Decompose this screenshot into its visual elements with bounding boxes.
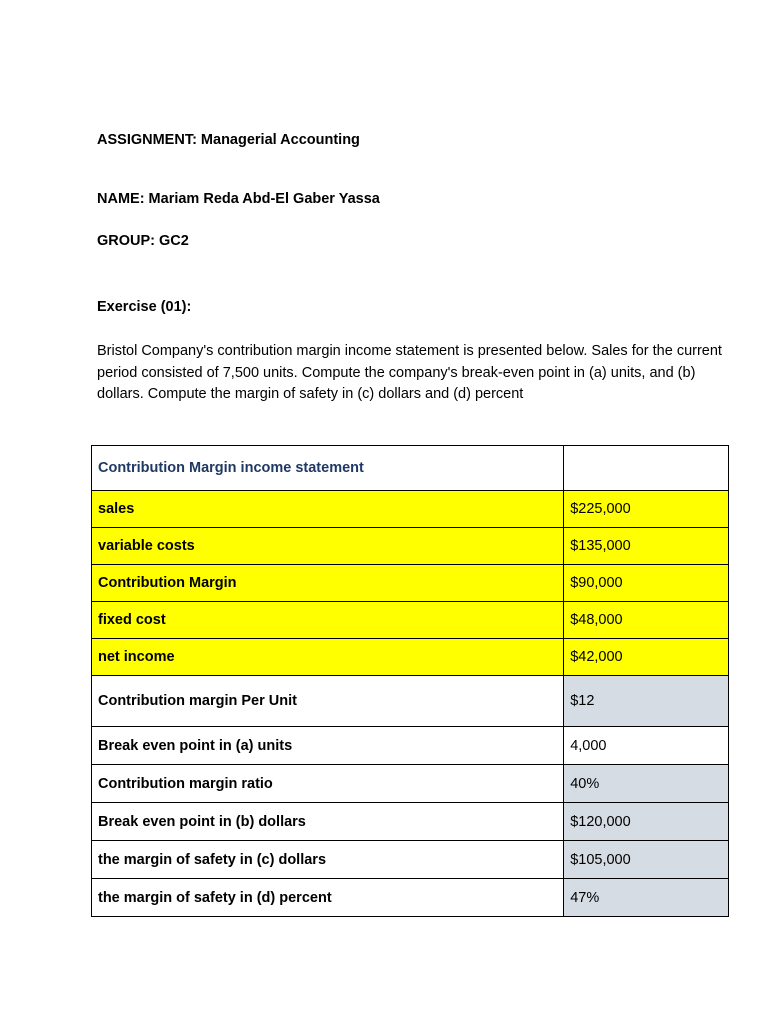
table-row [92,676,729,727]
row-label: net income [92,639,564,676]
table-row [92,528,729,565]
row-label: the margin of safety in (d) percent [92,879,564,917]
row-label: sales [92,491,564,528]
row-value: $90,000 [564,565,729,602]
table-header-blank [564,446,729,491]
row-value: 40% [564,765,729,803]
row-value: 47% [564,879,729,917]
table-title: Contribution Margin income statement [92,446,564,491]
table-row [92,565,729,602]
assignment-title: ASSIGNMENT: Managerial Accounting [97,132,360,148]
table-row [92,841,729,879]
row-value: $120,000 [564,803,729,841]
table-row [92,765,729,803]
row-label: the margin of safety in (c) dollars [92,841,564,879]
table-row [92,727,729,765]
row-value: $12 [564,676,729,727]
row-value: $48,000 [564,602,729,639]
row-value: $42,000 [564,639,729,676]
row-value: 4,000 [564,727,729,765]
table-header-row [92,446,729,491]
problem-statement: Bristol Company's contribution margin income statement is presented below. Sales for the current period consisted of 7,500 units. Compute the company's break-even point in (a) units, and (b) dollars. Compute the margin of safety in (c) dollars and (d) percent [97,343,722,402]
row-value: $135,000 [564,528,729,565]
row-label: Break even point in (a) units [92,727,564,765]
table-row [92,879,729,917]
row-value: $225,000 [564,491,729,528]
row-label: Contribution margin Per Unit [92,676,564,727]
student-name: NAME: Mariam Reda Abd-El Gaber Yassa [97,191,380,207]
table-row [92,639,729,676]
exercise-heading: Exercise (01): [97,299,192,315]
row-label: Break even point in (b) dollars [92,803,564,841]
row-value: $105,000 [564,841,729,879]
row-label: Contribution margin ratio [92,765,564,803]
income-statement-table [91,445,729,917]
row-label: Contribution Margin [92,565,564,602]
row-label: fixed cost [92,602,564,639]
table-row [92,602,729,639]
row-label: variable costs [92,528,564,565]
group-label: GROUP: GC2 [97,233,189,249]
table-row [92,803,729,841]
table-row [92,491,729,528]
